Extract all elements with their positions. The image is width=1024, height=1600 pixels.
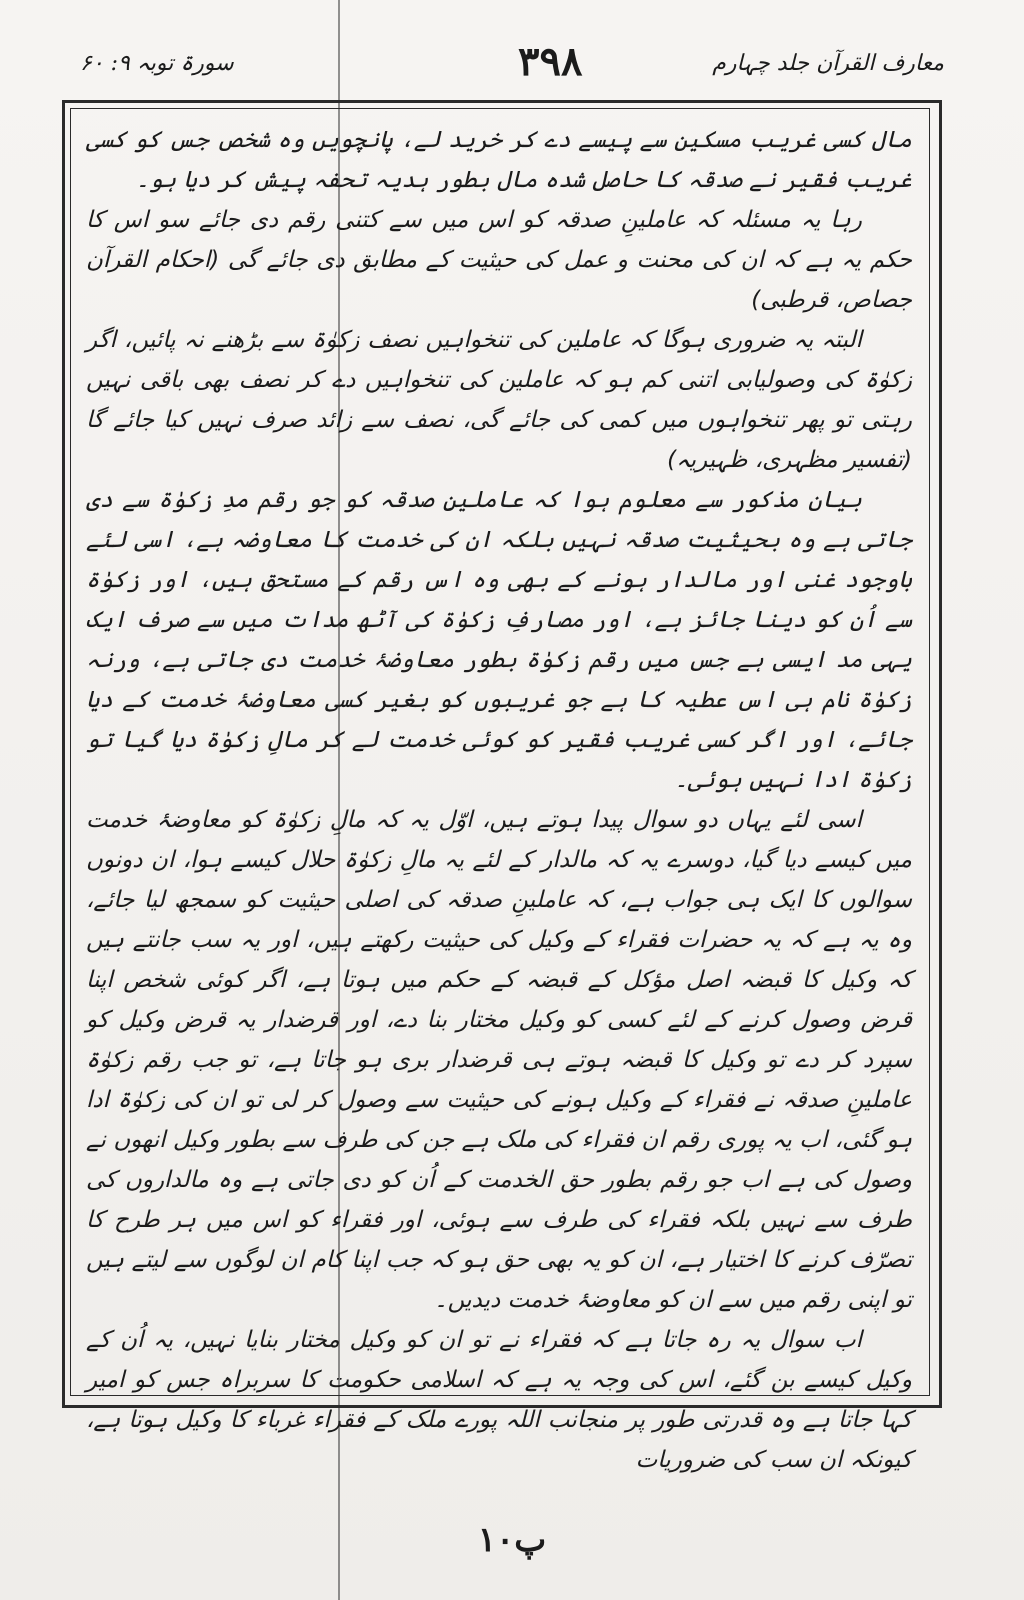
page-header [60,38,964,88]
page-number: ۳۹۸ [518,38,583,85]
body-text [86,120,912,1473]
paragraph: بیان مذکور سے معلوم ہوا کہ عاملینِ صدقہ کو جو رقم مدِ زکوٰۃ سے دی جاتی ہے وہ بحیثیت صدقہ نہیں بلکہ ان کی خدمت کا معاوضہ ہے، اسی لئے باوجود غنی اور مالدار ہونے کے بھی وہ اس رقم کے مستحق ہیں، اور زکوٰۃ سے اُن کو دینا جائز ہے، اور مصارفِ زکوٰۃ کی آٹھ مدات میں سے صرف ایک یہی مد ایسی ہے جس میں رقم زکوٰۃ بطور معاوضۂ خدمت دی جاتی ہے، ورنہ زکوٰۃ نام ہی اس عطیہ کا ہے جو غریبوں کو بغیر کسی معاوضۂ خدمت کے دیا جائے، اور اگر کسی غریب فقیر کو کوئی خدمت لے کر مالِ زکوٰۃ دیا گیا تو زکوٰۃ ادا نہیں ہوئی۔ [86,487,912,793]
paragraph: مال کسی غریب مسکین سے پیسے دے کر خرید لے، پانچویں وہ شخص جس کو کسی غریب فقیر نے صدقہ کا حاصل شدہ مال بطور ہدیہ تحفہ پیش کر دیا ہو۔ [86,127,912,193]
paragraph: رہا یہ مسئلہ کہ عاملینِ صدقہ کو اس میں سے کتنی رقم دی جائے سو اس کا حکم یہ ہے کہ ان کی محنت و عمل کی حیثیت کے مطابق دی جائے گی (احکام القرآن جصاص، قرطبی) [86,207,912,313]
paragraph: البتہ یہ ضروری ہوگا کہ عاملین کی تنخواہیں نصف زکوٰۃ سے بڑھنے نہ پائیں، اگر زکوٰۃ کی وصولیابی اتنی کم ہو کہ عاملین کی تنخواہیں دے کر نصف بھی باقی نہیں رہتی تو پھر تنخواہوں میں کمی کی جائے گی، نصف سے زائد صرف نہیں کیا جائے گا (تفسیر مظہری، ظہیریہ) [86,327,912,473]
footer-part-marker: پ۱۰ [477,1520,547,1560]
book-title: معارف القرآن جلد چہارم [712,50,944,76]
surah-reference: سورۃ توبہ ۹: ۶۰ [80,50,234,76]
paragraph: اسی لئے یہاں دو سوال پیدا ہوتے ہیں، اوّل یہ کہ مالِ زکوٰۃ کو معاوضۂ خدمت میں کیسے دیا گیا، دوسرے یہ کہ مالدار کے لئے یہ مالِ زکوٰۃ حلال کیسے ہوا، ان دونوں سوالوں کا ایک ہی جواب ہے، کہ عاملینِ صدقہ کی اصلی حیثیت کو سمجھ لیا جائے، وہ یہ ہے کہ یہ حضرات فقراء کے وکیل کی حیثیت رکھتے ہیں، اور یہ سب جانتے ہیں کہ وکیل کا قبضہ اصل مؤکل کے قبضہ کے حکم میں ہوتا ہے، اگر کوئی شخص اپنا قرض وصول کرنے کے لئے کسی کو وکیل مختار بنا دے، اور قرضدار یہ قرض وکیل کو سپرد کر دے تو وکیل کا قبضہ ہوتے ہی قرضدار بری ہو جاتا ہے، تو جب رقم زکوٰۃ عاملینِ صدقہ نے فقراء کے وکیل ہونے کی حیثیت سے وصول کر لی تو ان کی زکوٰۃ ادا ہو گئی، اب یہ پوری رقم ان فقراء کی ملک ہے جن کی طرف سے بطور وکیل انھوں نے وصول کی ہے اب جو رقم بطور حق الخدمت کے اُن کو دی جاتی ہے وہ مالداروں کی طرف سے نہیں بلکہ فقراء کی طرف سے ہوئی، اور فقراء کو اس میں ہر طرح کا تصرّف کرنے کا اختیار ہے، ان کو یہ بھی حق ہو کہ جب اپنا کام ان لوگوں سے لیتے ہیں تو اپنی رقم میں سے ان کو معاوضۂ خدمت دیدیں۔ [86,807,912,1313]
paragraph: اب سوال یہ رہ جاتا ہے کہ فقراء نے تو ان کو وکیل مختار بنایا نہیں، یہ اُن کے وکیل کیسے بن گئے، اس کی وجہ یہ ہے کہ اسلامی حکومت کا سربراہ جس کو امیر کہا جاتا ہے وہ قدرتی طور پر منجانب اللہ پورے ملک کے فقراء غرباء کا وکیل ہوتا ہے، کیونکہ ان سب کی ضروریات [86,1327,912,1473]
